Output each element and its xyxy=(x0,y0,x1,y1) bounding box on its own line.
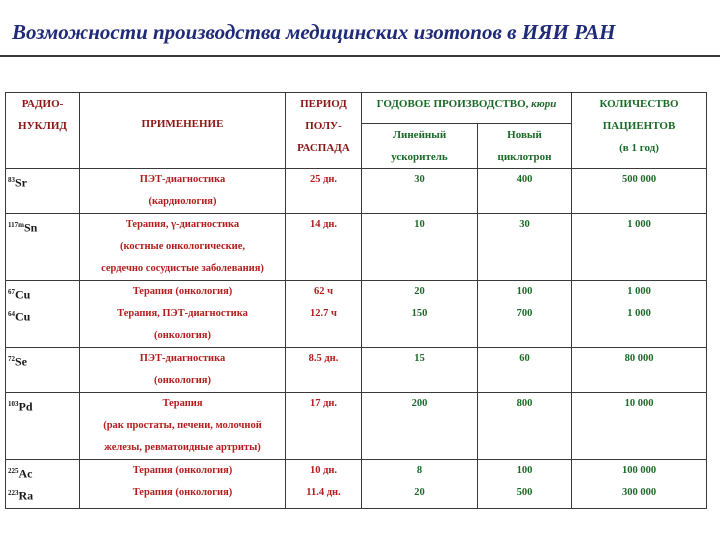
application-line: ПЭТ-диагностика xyxy=(139,174,226,185)
header-half-life-line-2: ПОЛУ- xyxy=(305,120,342,132)
patients-value: 1 000 xyxy=(627,308,651,319)
application-cell xyxy=(80,169,286,214)
application-cell xyxy=(80,303,286,348)
linear-cell xyxy=(362,393,478,460)
linear-cell xyxy=(362,303,478,348)
half-life-cell xyxy=(286,393,362,460)
header-nuclide xyxy=(6,93,80,169)
header-application xyxy=(80,93,286,169)
cyclotron-value: 100 xyxy=(516,465,533,476)
application-line: Терапия (онкология) xyxy=(132,286,233,297)
patients-cell xyxy=(572,214,707,281)
cyclotron-cell xyxy=(478,482,572,509)
header-half-life-line-3: РАСПАДА xyxy=(297,142,350,154)
nuclide-cell xyxy=(6,281,80,304)
nuclide-cell xyxy=(6,303,80,348)
application-cell xyxy=(80,393,286,460)
patients-cell xyxy=(572,303,707,348)
cyclotron-value: 60 xyxy=(519,353,530,364)
linear-cell xyxy=(362,281,478,304)
linear-cell xyxy=(362,460,478,483)
application-line: (онкология) xyxy=(154,375,211,386)
application-line: (кардиология) xyxy=(148,196,217,207)
nuclide-cell xyxy=(6,169,80,214)
application-cell xyxy=(80,460,286,483)
cyclotron-cell xyxy=(478,393,572,460)
nuclide-symbol: Cu xyxy=(15,287,31,302)
header-application-label: ПРИМЕНЕНИЕ xyxy=(141,118,224,130)
nuclide-symbol: Pd xyxy=(18,399,33,414)
half-life-value: 14 дн. xyxy=(309,219,338,230)
header-linear-line-1: Линейный xyxy=(392,129,447,141)
header-row xyxy=(6,93,707,124)
application-line: Терапия xyxy=(162,398,203,409)
linear-value: 30 xyxy=(414,174,425,185)
cyclotron-cell xyxy=(478,281,572,304)
header-patients xyxy=(572,93,707,169)
half-life-value: 12.7 ч xyxy=(310,308,337,319)
header-linear xyxy=(362,124,478,169)
half-life-value: 25 дн. xyxy=(309,174,338,185)
patients-value: 100 000 xyxy=(621,465,657,476)
cyclotron-value: 800 xyxy=(516,398,533,409)
nuclide-symbol: Cu xyxy=(15,309,31,324)
application-line: (рак простаты, печени, молочной xyxy=(103,420,262,431)
patients-cell xyxy=(572,281,707,304)
half-life-value: 11.4 дн. xyxy=(306,487,341,498)
linear-cell xyxy=(362,169,478,214)
nuclide-mass: 223 xyxy=(8,489,19,497)
header-half-life-line-1: ПЕРИОД xyxy=(300,98,347,110)
table-row xyxy=(6,460,707,483)
half-life-cell xyxy=(286,303,362,348)
patients-value: 10 000 xyxy=(624,398,654,409)
patients-cell xyxy=(572,393,707,460)
half-life-cell xyxy=(286,214,362,281)
patients-cell xyxy=(572,348,707,393)
patients-value: 300 000 xyxy=(621,487,657,498)
isotope-table xyxy=(5,92,707,509)
cyclotron-value: 30 xyxy=(519,219,530,230)
patients-value: 500 000 xyxy=(621,174,657,185)
linear-cell xyxy=(362,482,478,509)
application-line: (костные онкологические, xyxy=(119,241,246,252)
patients-value: 1 000 xyxy=(627,219,651,230)
cyclotron-value: 700 xyxy=(516,308,533,319)
linear-value: 20 xyxy=(414,487,425,498)
application-line: Терапия (онкология) xyxy=(132,487,233,498)
nuclide-cell xyxy=(6,482,80,509)
cyclotron-value: 100 xyxy=(516,286,533,297)
nuclide-cell xyxy=(6,214,80,281)
patients-cell xyxy=(572,460,707,483)
nuclide-mass: 83 xyxy=(8,176,15,184)
table-row xyxy=(6,393,707,460)
patients-value: 80 000 xyxy=(624,353,654,364)
table-row xyxy=(6,169,707,214)
patients-cell xyxy=(572,482,707,509)
cyclotron-cell xyxy=(478,303,572,348)
half-life-value: 17 дн. xyxy=(309,398,338,409)
nuclide-symbol: Sn xyxy=(23,220,38,235)
table-row xyxy=(6,303,707,348)
linear-cell xyxy=(362,348,478,393)
nuclide-cell xyxy=(6,393,80,460)
linear-value: 8 xyxy=(416,465,423,476)
header-production-label: ГОДОВОЕ ПРОИЗВОДСТВО, кюри xyxy=(376,98,557,110)
header-linear-line-2: ускоритель xyxy=(391,151,448,163)
linear-value: 20 xyxy=(414,286,425,297)
header-cyclotron-line-1: Новый xyxy=(507,129,542,141)
linear-value: 150 xyxy=(411,308,428,319)
application-cell xyxy=(80,348,286,393)
nuclide-mass: 103 xyxy=(8,400,19,408)
header-patients-line-2: ПАЦИЕНТОВ xyxy=(602,120,676,132)
half-life-value: 8.5 дн. xyxy=(308,353,339,364)
patients-cell xyxy=(572,169,707,214)
patients-value: 1 000 xyxy=(627,286,651,297)
nuclide-symbol: Se xyxy=(15,354,27,369)
header-nuclide-line-2: НУКЛИД xyxy=(18,120,67,132)
header-nuclide-line-1: РАДИО- xyxy=(21,98,64,110)
nuclide-cell xyxy=(6,348,80,393)
nuclide-symbol: Ra xyxy=(18,488,34,503)
title-divider xyxy=(0,55,720,57)
application-cell xyxy=(80,482,286,509)
half-life-value: 62 ч xyxy=(313,286,334,297)
cyclotron-cell xyxy=(478,348,572,393)
linear-value: 10 xyxy=(414,219,425,230)
table-row xyxy=(6,482,707,509)
page-title: Возможности производства медицинских изотопов в ИЯИ РАН xyxy=(12,20,616,44)
table-row xyxy=(6,348,707,393)
nuclide-mass: 117m xyxy=(8,221,24,229)
cyclotron-value: 500 xyxy=(516,487,533,498)
nuclide-mass: 67 xyxy=(8,288,15,296)
header-patients-line-3: (в 1 год) xyxy=(619,142,659,154)
application-line: (онкология) xyxy=(154,330,211,341)
linear-value: 200 xyxy=(411,398,428,409)
application-cell xyxy=(80,214,286,281)
application-line: ПЭТ-диагностика xyxy=(139,353,226,364)
header-cyclotron-line-2: циклотрон xyxy=(497,151,552,163)
header-production xyxy=(362,93,572,124)
application-line: Терапия (онкология) xyxy=(132,465,233,476)
nuclide-mass: 64 xyxy=(8,310,15,318)
cyclotron-cell xyxy=(478,169,572,214)
application-line: железы, ревматоидные артриты) xyxy=(104,442,261,453)
half-life-cell xyxy=(286,281,362,304)
half-life-cell xyxy=(286,482,362,509)
half-life-cell xyxy=(286,460,362,483)
cyclotron-cell xyxy=(478,214,572,281)
half-life-cell xyxy=(286,348,362,393)
nuclide-mass: 72 xyxy=(8,355,15,363)
nuclide-cell xyxy=(6,460,80,483)
table-row xyxy=(6,214,707,281)
cyclotron-cell xyxy=(478,460,572,483)
half-life-value: 10 дн. xyxy=(309,465,338,476)
cyclotron-value: 400 xyxy=(516,174,533,185)
application-line: Терапия, ПЭТ-диагностика xyxy=(117,308,248,319)
application-line: Терапия, γ-диагностика xyxy=(125,219,240,230)
header-half-life xyxy=(286,93,362,169)
nuclide-symbol: Sr xyxy=(15,175,27,190)
linear-cell xyxy=(362,214,478,281)
application-line: сердечно сосудистые заболевания) xyxy=(101,263,264,274)
header-cyclotron xyxy=(478,124,572,169)
header-production-unit: кюри xyxy=(531,98,557,110)
half-life-cell xyxy=(286,169,362,214)
nuclide-symbol: Ac xyxy=(18,466,33,481)
table-row xyxy=(6,281,707,304)
linear-value: 15 xyxy=(414,353,425,364)
nuclide-mass: 225 xyxy=(8,467,19,475)
application-cell xyxy=(80,281,286,304)
header-patients-line-1: КОЛИЧЕСТВО xyxy=(599,98,679,110)
